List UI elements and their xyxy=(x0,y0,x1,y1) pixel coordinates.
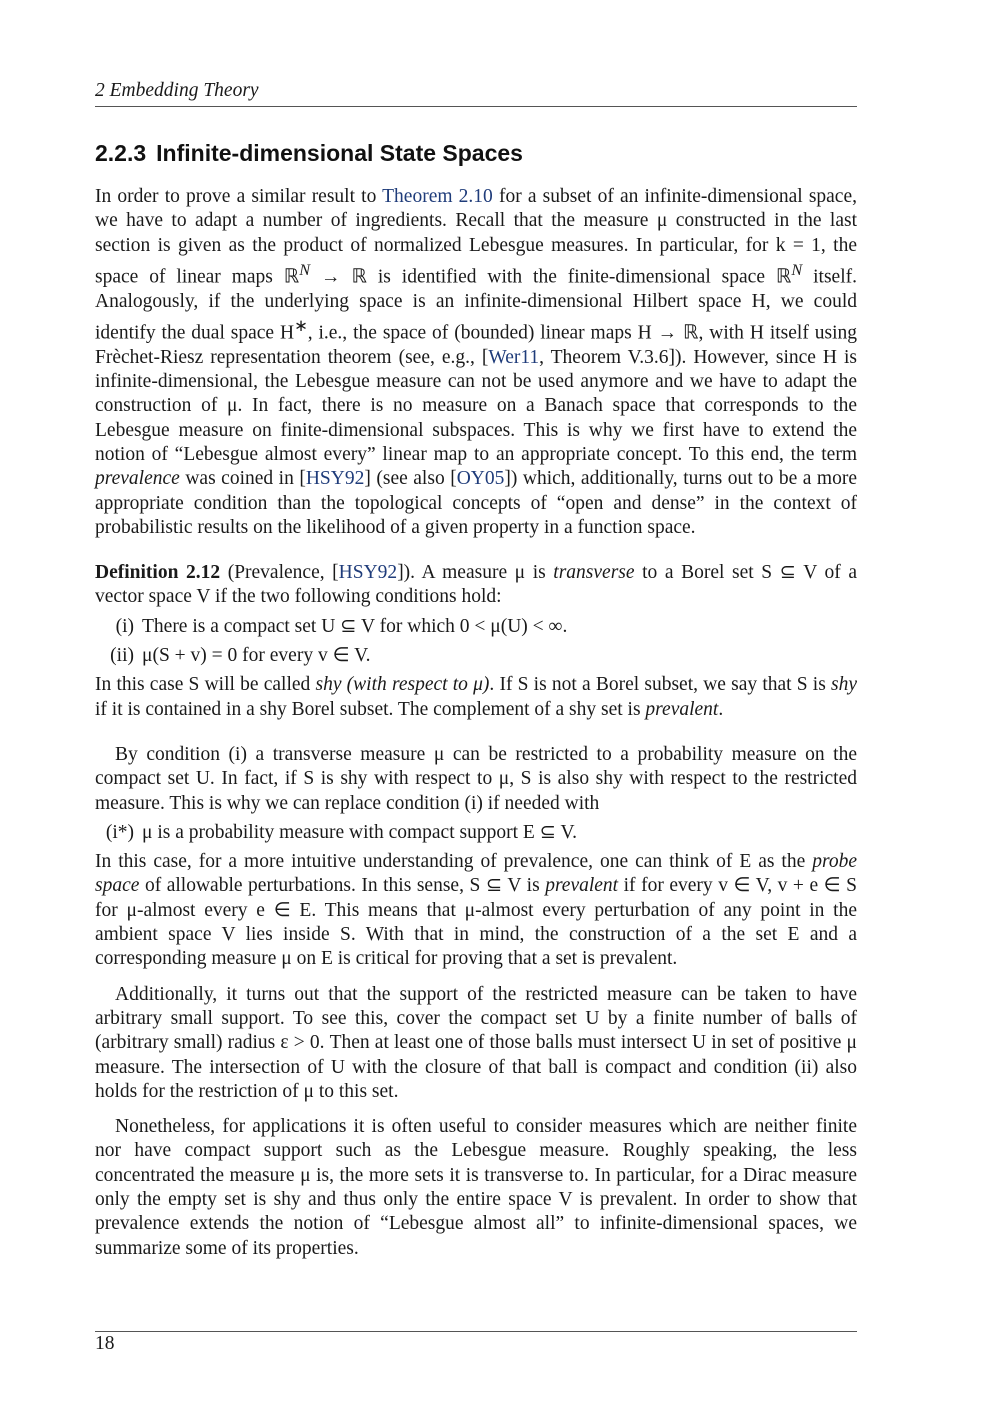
section-title: Infinite-dimensional State Spaces xyxy=(156,140,523,166)
section-number: 2.2.3 xyxy=(95,140,147,166)
definition-citation-link[interactable]: HSY92 xyxy=(338,562,398,584)
body-text xyxy=(95,185,857,1261)
citation-hsy92-link[interactable]: HSY92 xyxy=(305,468,365,490)
running-header: 2 Embedding Theory xyxy=(95,80,857,107)
final-paragraph: Nonetheless, for applications it is often useful to consider measures which are neither finite nor have compact support such as the Lebesgue measure. Roughly speaking, the less concentrated the measure μ is, the more sets it is transverse to. In particular, for a Dirac measure only the empty set is shy and thus only the entire space V is prevalent. In order to show that prevalence extends the notion of “Lebesgue almost all” to infinite-dimensional spaces, we summarize some of its properties. xyxy=(95,1116,857,1259)
definition-label: Definition 2.12 xyxy=(95,562,221,584)
condition-i-star: (i*) μ is a probability measure with compact support E ⊆ V. xyxy=(105,821,577,843)
condition-i: (i) There is a compact set U ⊆ V for which 0 < μ(U) < ∞. xyxy=(115,615,568,637)
term-transverse: transverse xyxy=(553,562,635,584)
term-prevalent: prevalent xyxy=(645,698,719,720)
intro-paragraph: In order to prove a similar result to Theorem 2.10 for a subset of an infinite-dimensional space, we have to adapt a number of ingredients. Recall that the measure μ constructed in the last section is given as the product of normalized Lebesgue measures. In particular, for k = 1, the space of linear maps ℝ$^N$ → ℝ is identified with the finite-dimensional space ℝ$^N$ itself. Analogously, if the underlying space is an infinite-dimensional Hilbert space H, we could identify the dual space H∗, i.e., the space of (bounded) linear maps H → ℝ, with H itself using Frèchet-Riesz representation theorem (see, e.g., [Wer11, Theorem V.3.6]). However, since H is infinite-dimensional, the Lebesgue measure can not be used anymore and we have to adapt the construction of μ. In fact, there is no measure on a Banach space that corresponds to the Lebesgue measure on finite-dimensional subspaces. This is why we first have to extend the notion of “Lebesgue almost every” linear map to an appropriate concept. To this end, the term prevalence was coined in [HSY92] (see also [OY05]) which, additionally, turns out to be a more appropriate condition than the topological concepts of “open and dense” in the context of probabilistic results on the likelihood of a given property in a function space. xyxy=(95,186,858,538)
citation-wer11-link[interactable]: Wer11 xyxy=(488,346,540,368)
ref-theorem-link[interactable]: Theorem 2.10 xyxy=(382,186,493,207)
page-number: 18 xyxy=(95,1333,115,1354)
term-probe-space: probe space xyxy=(95,851,857,897)
definition-shy-text: In this case S will be called shy (with respect to μ). If S is not a Borel subset, we say that S is shy if it is contained in a shy Borel subset. The complement of a shy set is prevalent. xyxy=(95,674,857,720)
term-shy: shy (with respect to μ) xyxy=(315,674,490,696)
section-heading xyxy=(95,140,523,167)
citation-oy05-link[interactable]: OY05 xyxy=(456,468,505,490)
term-prevalence: prevalence xyxy=(95,468,180,490)
probe-space-paragraph: In this case, for a more intuitive understanding of prevalence, one can think of E as the probe space of allowable perturbations. In this sense, S ⊆ V is prevalent if for every v ∈ V, v + e ∈ S for μ-almost every e ∈ E. This means that μ-almost every perturbation of any point in the ambient space V lies inside S. With that in mind, the construction of a the set E and a corresponding measure μ on E is critical for proving that a set is prevalent. xyxy=(95,851,857,970)
definition-statement: Definition 2.12 (Prevalence, [HSY92]). A measure μ is transverse to a Borel set S ⊆ V of a vector space V if the two following conditions hold: xyxy=(95,562,857,608)
condition-ii: (ii) μ(S + v) = 0 for every v ∈ V. xyxy=(110,645,371,667)
page-footer xyxy=(95,1331,857,1355)
restriction-paragraph: By condition (i) a transverse measure μ can be restricted to a probability measure on the compact set U. In fact, if S is shy with respect to μ, S is also shy with respect to the restricted measure. This is why we can replace condition (i) if needed with xyxy=(95,743,857,814)
support-paragraph: Additionally, it turns out that the support of the restricted measure can be taken to have arbitrary small support. To see this, cover the compact set U by a finite number of balls of (arbitrary small) radius ε > 0. Then at least one of those balls must intersect U in set of positive μ measure. The intersection of U with the closure of that ball is compact and condition (ii) also holds for the restriction of μ to this set. xyxy=(95,983,857,1102)
